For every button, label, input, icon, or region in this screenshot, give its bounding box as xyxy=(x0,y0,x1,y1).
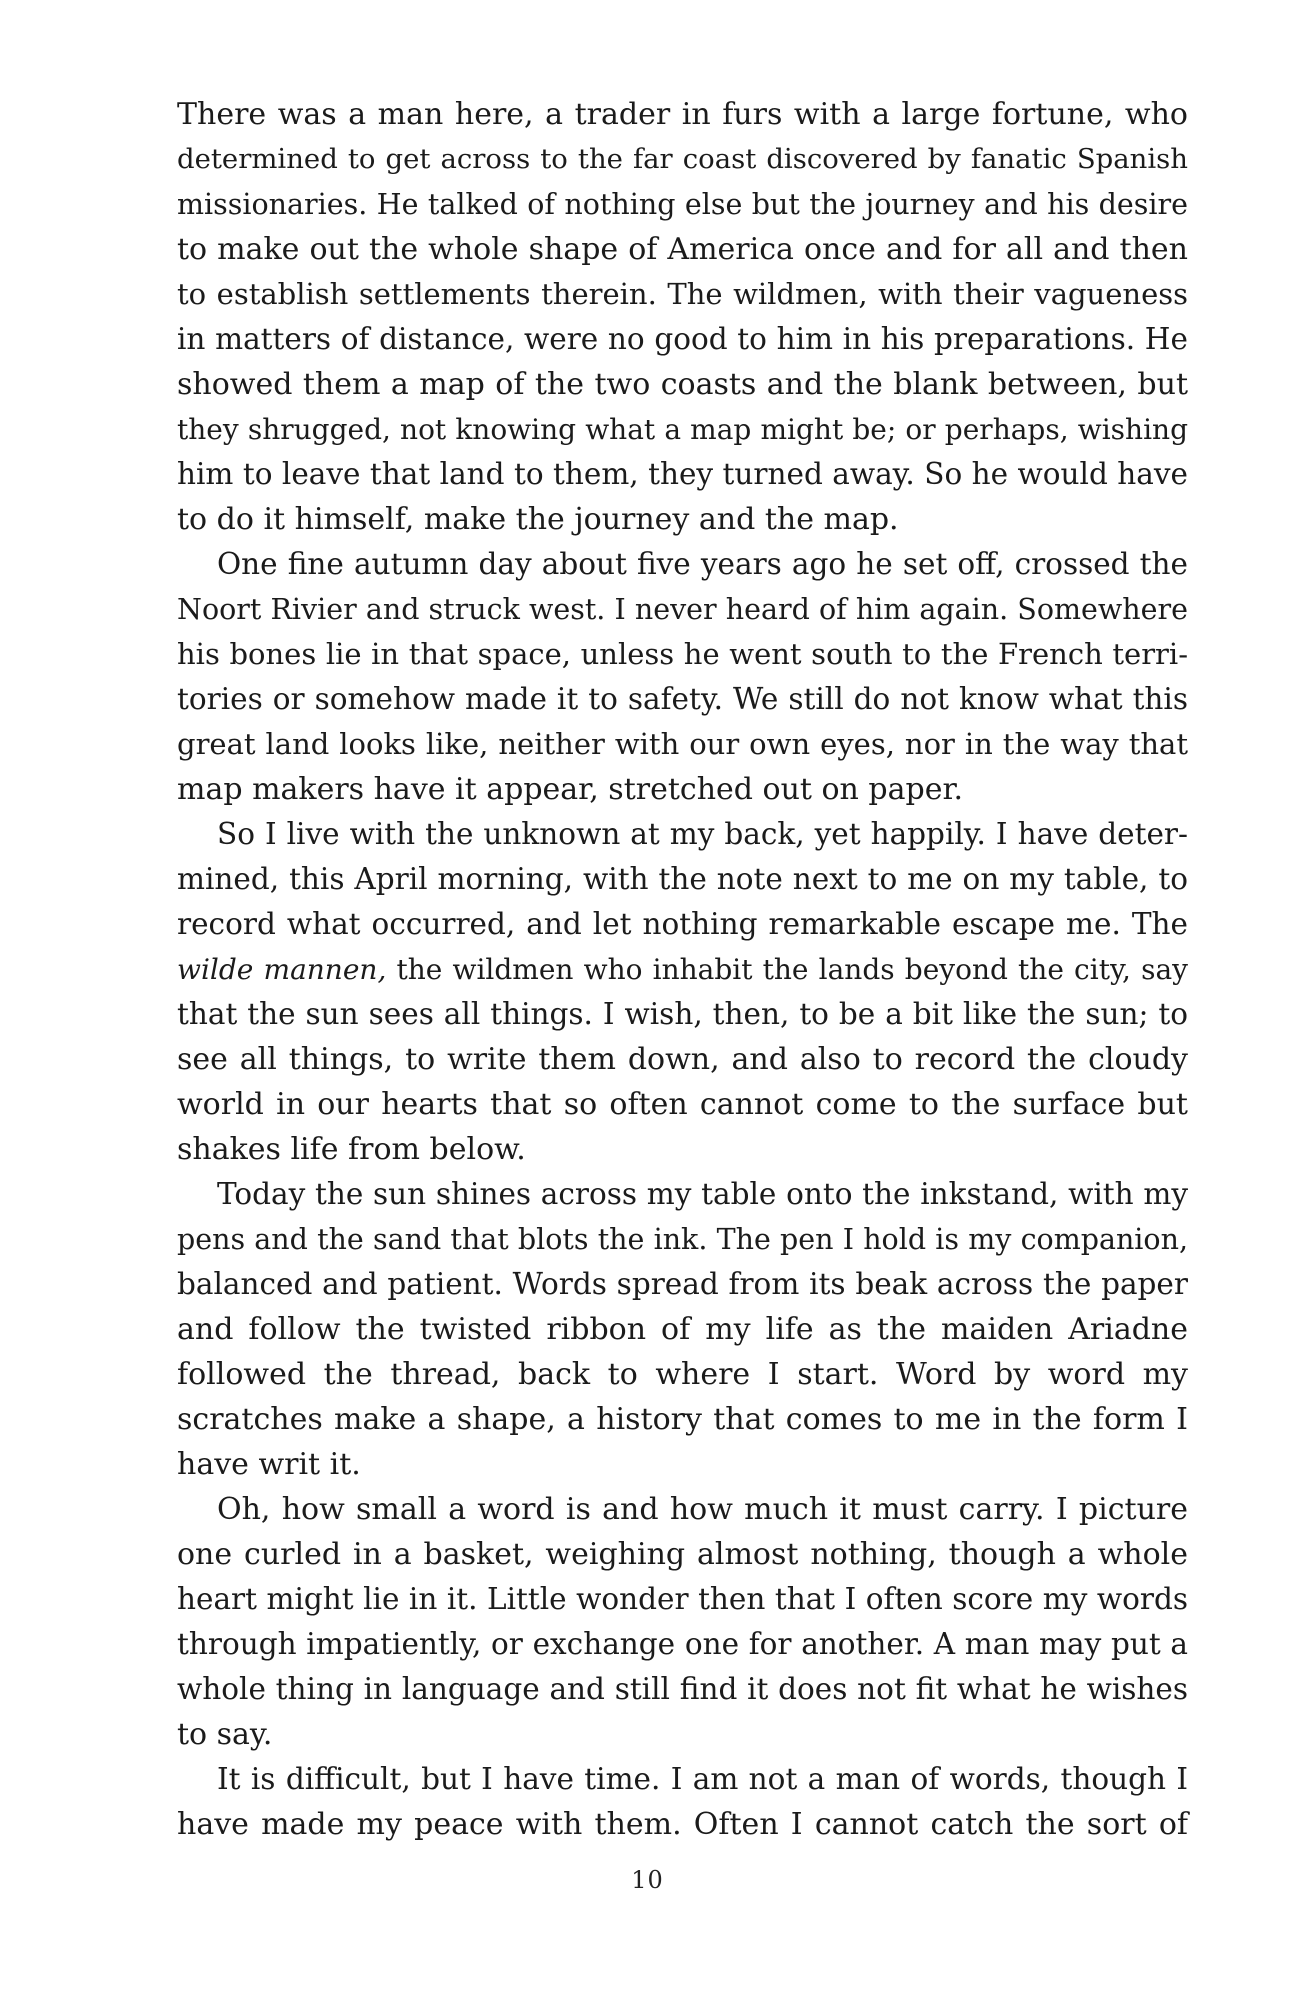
text-line: they shrugged, not knowing what a map might be; or perhaps, wishing xyxy=(177,413,1188,446)
text-line: shakes life from below. xyxy=(177,1132,526,1167)
text-line: whole thing in language and still find it does not fit what he wishes xyxy=(177,1672,1188,1706)
text-line: to establish settlements therein. The wildmen, with their vagueness xyxy=(177,277,1188,311)
text-line: tories or somehow made it to safety. We still do not know what this xyxy=(177,682,1188,716)
body-text xyxy=(177,92,1188,1847)
text-line: Noort Rivier and struck west. I never heard of him again. Somewhere xyxy=(177,593,1188,626)
paragraph xyxy=(177,1757,1188,1847)
text-line: great land looks like, neither with our own eyes, nor in the way that xyxy=(177,727,1188,761)
text-line: Oh, how small a word is and how much it must carry. I picture xyxy=(217,1492,1188,1527)
text-line: heart might lie in it. Little wonder then that I often score my words xyxy=(177,1582,1188,1616)
text-line: see all things, to write them down, and also to record the cloudy xyxy=(177,1042,1188,1077)
paragraph xyxy=(177,1172,1188,1487)
text-line: There was a man here, a trader in furs with a large fortune, who xyxy=(177,97,1188,132)
paragraph xyxy=(177,812,1188,1172)
text-line: showed them a map of the two coasts and the blank between, but xyxy=(177,367,1188,402)
text-line: determined to get across to the far coast discovered by fanatic Spanish xyxy=(177,143,1188,175)
text-line: have made my peace with them. Often I cannot catch the sort of xyxy=(177,1807,1188,1842)
text-line: balanced and patient. Words spread from its beak across the paper xyxy=(177,1267,1188,1301)
text-line: missionaries. He talked of nothing else but the journey and his desire xyxy=(177,188,1188,221)
text-line: his bones lie in that space, unless he went south to the French terri- xyxy=(177,637,1188,671)
text-line: that the sun sees all things. I wish, then, to be a bit like the sun; to xyxy=(177,997,1188,1031)
text-line: scratches make a shape, a history that comes to me in the form I xyxy=(177,1402,1188,1437)
text-line: him to leave that land to them, they turned away. So he would have xyxy=(177,457,1188,491)
text-line xyxy=(177,947,1188,992)
text-line: record what occurred, and let nothing remarkable escape me. The xyxy=(177,907,1188,941)
text-line: Today the sun shines across my table onto the inkstand, with my xyxy=(217,1177,1188,1211)
text-line: to say. xyxy=(177,1717,273,1752)
text-line: followed the thread, back to where I start. Word by word my xyxy=(177,1357,1188,1392)
paragraph xyxy=(177,1487,1188,1757)
page-number: 10 xyxy=(631,1866,664,1894)
paragraph xyxy=(177,542,1188,812)
text-line: and follow the twisted ribbon of my life as the maiden Ariadne xyxy=(177,1312,1188,1347)
line-remainder: the wildmen who inhabit the lands beyond the city, say xyxy=(386,953,1188,986)
italic-phrase: wilde mannen, xyxy=(177,953,387,986)
text-line: So I live with the unknown at my back, yet happily. I have deter- xyxy=(217,817,1188,851)
text-line: mined, this April morning, with the note next to me on my table, to xyxy=(177,862,1188,896)
text-line: in matters of distance, were no good to him in his preparations. He xyxy=(177,322,1188,356)
text-line: have writ it. xyxy=(177,1447,361,1482)
text-line: pens and the sand that blots the ink. The pen I hold is my companion, xyxy=(177,1223,1188,1256)
text-line: to make out the whole shape of America once and for all and then xyxy=(177,232,1188,267)
text-line: It is difficult, but I have time. I am not a man of words, though I xyxy=(217,1762,1188,1796)
text-line: map makers have it appear, stretched out on paper. xyxy=(177,772,964,807)
paragraph xyxy=(177,92,1188,542)
text-line: one curled in a basket, weighing almost nothing, though a whole xyxy=(177,1537,1188,1572)
text-line: through impatiently, or exchange one for another. A man may put a xyxy=(177,1627,1188,1661)
text-line: world in our hearts that so often cannot come to the surface but xyxy=(177,1087,1188,1122)
text-line: One fine autumn day about five years ago he set off, crossed the xyxy=(217,547,1188,581)
text-line: to do it himself, make the journey and the map. xyxy=(177,502,899,537)
